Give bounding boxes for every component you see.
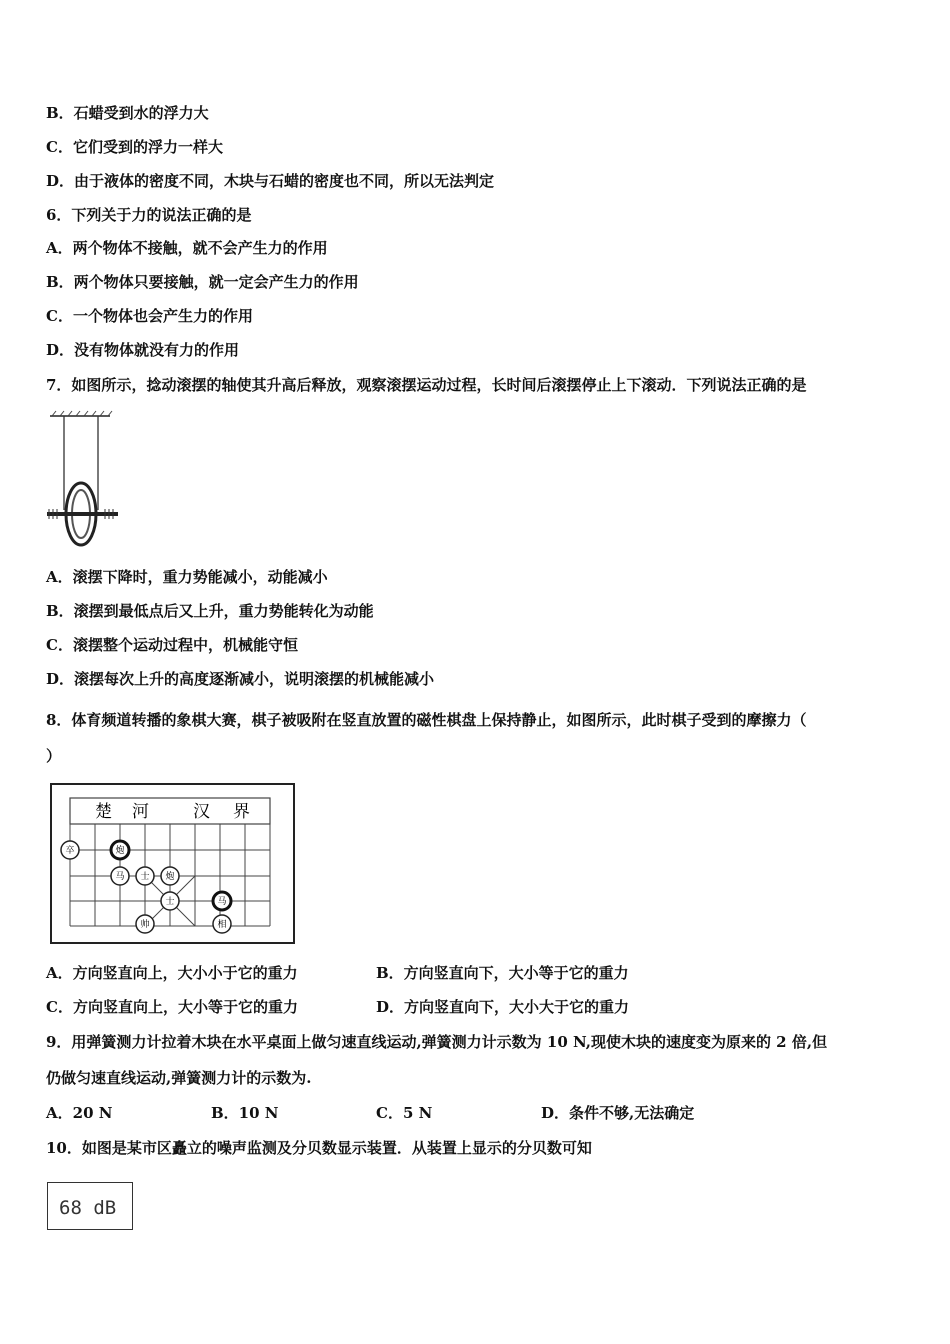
piece-label: 卒 [65, 846, 75, 856]
q5-option-d: D．由于液体的密度不同，木块与石蜡的密度也不同，所以无法判定 [46, 172, 495, 190]
river-label-4: 界 [233, 802, 250, 822]
q6-option-d: D．没有物体就没有力的作用 [46, 341, 240, 359]
q6-option-b: B．两个物体只要接触，就一定会产生力的作用 [46, 273, 359, 291]
piece-label: 士 [140, 872, 150, 882]
q8-option-a: A．方向竖直向上，大小小于它的重力 [46, 964, 298, 982]
piece-label: 炮 [115, 846, 125, 856]
q7-option-c: C．滚摆整个运动过程中，机械能守恒 [46, 636, 298, 654]
q5-option-c: C．它们受到的浮力一样大 [46, 138, 223, 156]
piece-label: 马 [115, 872, 125, 882]
q7-option-d: D．滚摆每次上升的高度逐渐减小，说明滚摆的机械能减小 [46, 670, 435, 688]
q7-option-b: B．滚摆到最低点后又上升，重力势能转化为动能 [46, 602, 374, 620]
river-label-1: 楚 [95, 802, 112, 822]
q8-stem-line1: 8．体育频道转播的象棋大赛，棋子被吸附在竖直放置的磁性棋盘上保持静止，如图所示，此时棋子受到的摩擦力（ [46, 711, 807, 729]
q7-stem: 7．如图所示，捻动滚摆的轴使其升高后释放，观察滚摆运动过程，长时间后滚摆停止上下滚动．下列说法正确的是 [46, 376, 807, 394]
q9-option-c: C．5 N [376, 1104, 433, 1122]
q9-option-d: D．条件不够,无法确定 [541, 1104, 695, 1122]
q8-option-b: B．方向竖直向下，大小等于它的重力 [376, 964, 629, 982]
q10-stem: 10．如图是某市区矗立的噪声监测及分贝数显示装置．从装置上显示的分贝数可知 [46, 1139, 592, 1157]
q8-option-c: C．方向竖直向上，大小等于它的重力 [46, 998, 298, 1016]
decibel-readout: 68 dB [59, 1197, 117, 1219]
river-label-2: 河 [132, 802, 149, 822]
q5-option-b: B．石蜡受到水的浮力大 [46, 104, 209, 122]
q6-option-c: C．一个物体也会产生力的作用 [46, 307, 253, 325]
piece-label: 士 [165, 897, 175, 907]
piece-label: 帅 [140, 920, 150, 930]
q9-option-a: A．20 N [46, 1104, 113, 1122]
piece-label: 马 [217, 897, 227, 907]
chess-board-figure [50, 783, 296, 945]
q8-option-d: D．方向竖直向下，大小大于它的重力 [376, 998, 630, 1016]
piece-label: 炮 [165, 872, 175, 882]
decibel-display [47, 1182, 133, 1230]
q9-option-b: B．10 N [211, 1104, 279, 1122]
q9-stem-line2: 仍做匀速直线运动,弹簧测力计的示数为. [46, 1069, 312, 1087]
q9-stem-line1: 9．用弹簧测力计拉着木块在水平桌面上做匀速直线运动,弹簧测力计示数为 10 N,现使木块的速度变为原来的 2 倍,但 [46, 1033, 828, 1051]
q6-option-a: A．两个物体不接触，就不会产生力的作用 [46, 239, 328, 257]
q8-stem-line2: ） [46, 747, 62, 765]
q6-stem: 6．下列关于力的说法正确的是 [46, 206, 252, 224]
river-label-3: 汉 [193, 802, 210, 822]
maxwell-wheel-figure [44, 410, 124, 552]
q7-option-a: A．滚摆下降时，重力势能减小，动能减小 [46, 568, 328, 586]
piece-label: 相 [217, 920, 227, 930]
